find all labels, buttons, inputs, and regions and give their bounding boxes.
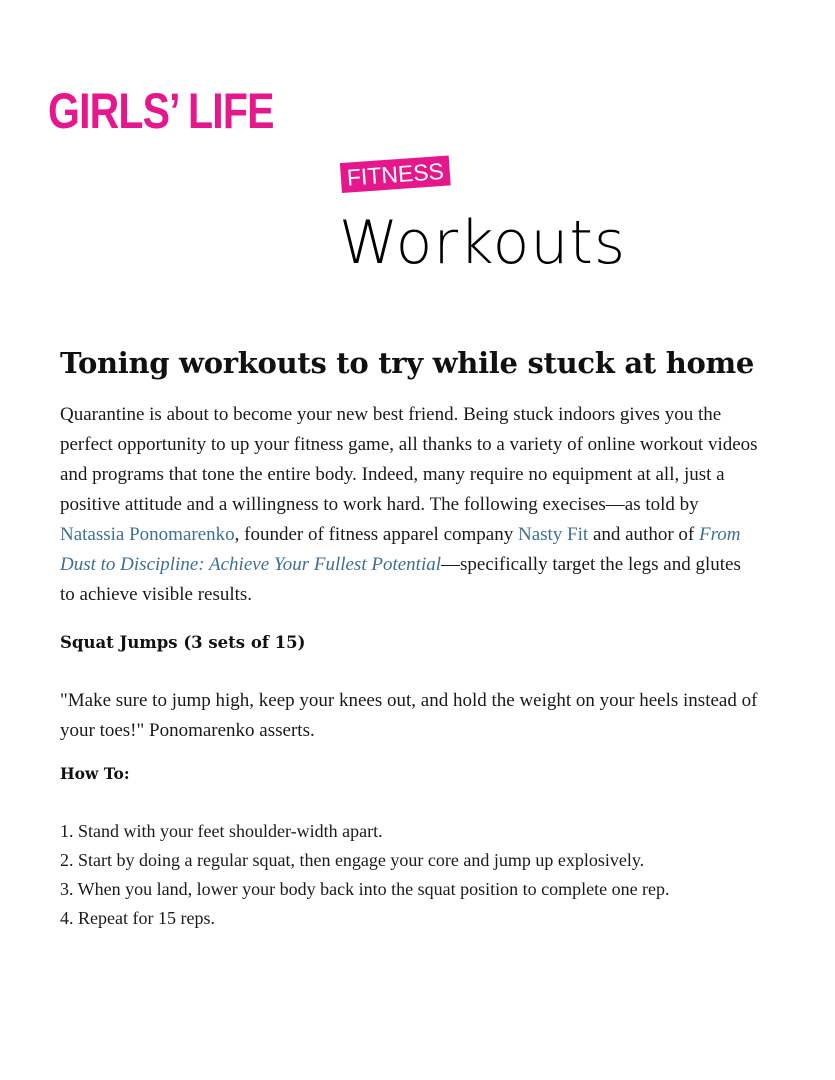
intro-text-4: —specifically target the legs and glutes to achieve visible results. [60, 553, 741, 605]
article-intro [60, 400, 760, 610]
intro-text-3: and author of [588, 523, 699, 545]
exercise-quote: "Make sure to jump high, keep your knees out, and hold the weight on your heels instead of your toes!" Ponomarenko asserts. [60, 690, 758, 742]
section-title [0, 210, 835, 276]
article [60, 346, 760, 933]
list-item: 4. Repeat for 15 reps. [60, 908, 215, 929]
category-badge[interactable]: FITNESS [340, 155, 451, 193]
exercise-title: Squat Jumps (3 sets of 15) [60, 632, 306, 652]
list-item: 1. Stand with your feet shoulder-width apart. [60, 821, 383, 842]
howto-label: How To: [60, 764, 130, 784]
section-title-text: Workouts [338, 208, 627, 278]
list-item: 3. When you land, lower your body back into the squat position to complete one rep. [60, 879, 670, 900]
intro-text-2: , founder of fitness apparel company [234, 523, 518, 545]
article-headline: Toning workouts to try while stuck at home [60, 346, 755, 380]
site-logo[interactable]: GIRLS’ LIFE [48, 83, 274, 139]
company-link[interactable]: Nasty Fit [517, 523, 589, 545]
list-item: 2. Start by doing a regular squat, then engage your core and jump up explosively. [60, 850, 645, 871]
author-link[interactable]: Natassia Ponomarenko [60, 523, 235, 545]
steps-list [60, 817, 760, 933]
intro-text-1: Quarantine is about to become your new best friend. Being stuck indoors gives you the perfect opportunity to up your fitness game, all thanks to a variety of online workout videos and programs that tone the entire body. Indeed, many require no equipment at all, just a positive attitude and a willingness to work hard. The following execises—as told by [60, 403, 758, 515]
book-link[interactable]: From Dust to Discipline: Achieve Your Fullest Potential [60, 523, 741, 575]
